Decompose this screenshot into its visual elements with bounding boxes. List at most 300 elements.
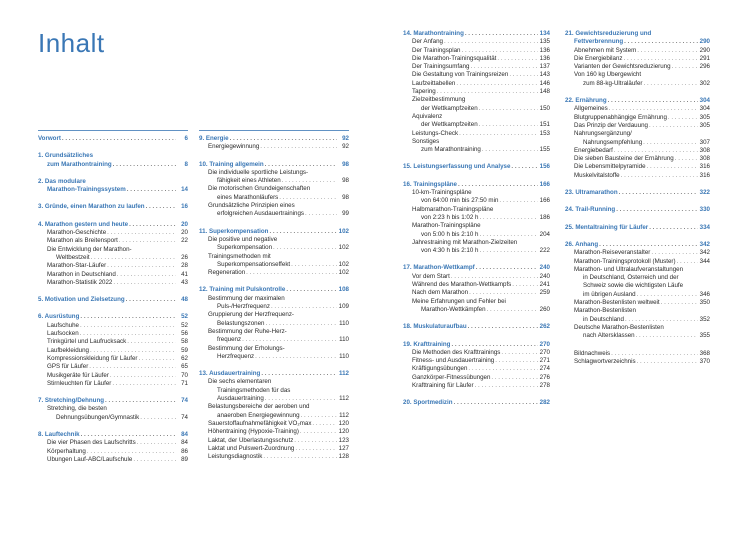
toc-entry-title: Übungen Lauf-ABC/Laufschule bbox=[47, 455, 133, 463]
dot-leader bbox=[273, 244, 337, 252]
toc-entry[interactable] bbox=[38, 262, 188, 270]
toc-entry[interactable] bbox=[38, 347, 188, 355]
toc-page-number: 28 bbox=[181, 262, 188, 270]
dot-leader bbox=[470, 63, 538, 71]
toc-entry[interactable] bbox=[38, 448, 188, 456]
toc-page-number: 240 bbox=[539, 264, 550, 272]
toc-entry[interactable] bbox=[565, 80, 710, 88]
toc-entry[interactable] bbox=[565, 291, 710, 299]
toc-entry[interactable] bbox=[565, 55, 710, 63]
toc-entry-title: Ausdauertraining bbox=[217, 395, 264, 403]
toc-entry[interactable] bbox=[38, 271, 188, 279]
toc-entry[interactable] bbox=[38, 439, 188, 447]
toc-entry[interactable] bbox=[565, 258, 710, 266]
toc-entry[interactable] bbox=[199, 328, 349, 336]
toc-entry-title: Laufschuhe bbox=[47, 321, 79, 329]
toc-chapter-entry[interactable] bbox=[38, 161, 188, 169]
toc-entry[interactable] bbox=[199, 387, 349, 395]
toc-entry-title: Das Prinzip der Verdauung bbox=[574, 121, 648, 129]
toc-page-number: 52 bbox=[181, 321, 188, 329]
toc-entry[interactable] bbox=[565, 155, 710, 163]
toc-entry-title: Grundsätzliche Prinzipien eines bbox=[208, 202, 295, 210]
toc-entry-title: Fettverbrennung bbox=[574, 38, 624, 46]
toc-entry[interactable] bbox=[565, 71, 710, 79]
toc-entry[interactable] bbox=[403, 281, 550, 289]
dot-leader bbox=[677, 258, 698, 266]
toc-page-number: 322 bbox=[699, 189, 710, 197]
toc-chapter-entry[interactable] bbox=[403, 163, 550, 171]
toc-entry-title: Die Energiebilanz bbox=[574, 54, 623, 62]
toc-entry[interactable] bbox=[199, 303, 349, 311]
toc-entry-title: Weltbestzeit bbox=[56, 253, 90, 261]
dot-leader bbox=[611, 350, 698, 358]
toc-entry-title: Marathon- und Ultralaufveranstaltungen bbox=[574, 265, 684, 273]
toc-entry[interactable] bbox=[199, 169, 349, 177]
toc-entry-title: Sauerstoffaufnahmefähigkeit VO₂max bbox=[208, 419, 312, 427]
toc-entry[interactable] bbox=[403, 105, 550, 113]
toc-entry[interactable] bbox=[403, 113, 550, 121]
toc-entry[interactable] bbox=[38, 246, 188, 254]
section-gap bbox=[38, 169, 188, 178]
toc-entry[interactable] bbox=[199, 177, 349, 185]
dot-leader bbox=[465, 30, 538, 38]
toc-entry-title: von 64:00 min bis 27:50 min bbox=[421, 197, 499, 205]
toc-page-number: 262 bbox=[539, 323, 550, 331]
toc-entry[interactable] bbox=[565, 332, 710, 340]
toc-entry[interactable] bbox=[565, 147, 710, 155]
toc-chapter-entry[interactable] bbox=[38, 431, 188, 439]
toc-entry[interactable] bbox=[403, 121, 550, 129]
dot-leader bbox=[491, 374, 538, 382]
dot-leader bbox=[90, 347, 176, 355]
dot-leader bbox=[614, 147, 698, 155]
toc-entry-title: 8. Lauftechnik bbox=[38, 431, 80, 439]
toc-entry[interactable] bbox=[403, 71, 550, 79]
dot-leader bbox=[80, 313, 176, 321]
toc-page-number: 290 bbox=[699, 46, 710, 54]
section-gap bbox=[565, 215, 710, 224]
toc-chapter-entry[interactable] bbox=[565, 97, 710, 105]
toc-entry[interactable] bbox=[199, 378, 349, 386]
toc-chapter-entry[interactable] bbox=[38, 397, 188, 405]
toc-entry-title: Puls-/Herzfrequenz bbox=[217, 303, 270, 311]
toc-entry[interactable] bbox=[38, 414, 188, 422]
toc-page-number: 316 bbox=[699, 171, 710, 179]
toc-entry[interactable] bbox=[403, 273, 550, 281]
toc-entry[interactable] bbox=[199, 143, 349, 151]
dot-leader bbox=[649, 224, 698, 232]
toc-entry[interactable] bbox=[38, 237, 188, 245]
toc-entry[interactable] bbox=[403, 138, 550, 146]
toc-column-3 bbox=[403, 30, 550, 408]
toc-entry-title: Trinkgürtel und Laufrucksack bbox=[47, 338, 127, 346]
toc-entry-title: Ganzkörper-Fitnessübungen bbox=[412, 373, 491, 381]
toc-page-number: 120 bbox=[338, 428, 349, 436]
toc-entry-title: zum 88-kg-Ultraläufer bbox=[583, 79, 643, 87]
dot-leader bbox=[619, 189, 698, 197]
toc-chapter-entry[interactable] bbox=[199, 135, 349, 143]
dot-leader bbox=[637, 291, 698, 299]
toc-entry[interactable] bbox=[38, 229, 188, 237]
toc-page-number: 334 bbox=[699, 223, 710, 231]
toc-page-number: 92 bbox=[342, 135, 349, 142]
toc-page-number: 344 bbox=[699, 257, 710, 265]
toc-entry[interactable] bbox=[199, 210, 349, 218]
toc-entry-title: fähigkeit eines Athleten bbox=[217, 177, 281, 185]
toc-entry-title: Bestimmung der maximalen bbox=[208, 294, 285, 302]
toc-entry-title: der Wettkampfzeiten bbox=[421, 104, 478, 112]
toc-entry-title: Allgemeines bbox=[574, 105, 608, 113]
toc-page-number: 308 bbox=[699, 146, 710, 154]
toc-entry[interactable] bbox=[199, 395, 349, 403]
dot-leader bbox=[475, 382, 538, 390]
toc-entry[interactable] bbox=[565, 316, 710, 324]
toc-chapter-entry[interactable] bbox=[565, 206, 710, 214]
toc-entry[interactable] bbox=[565, 114, 710, 122]
toc-entry[interactable] bbox=[403, 298, 550, 306]
toc-entry-title: Bestimmung der Erholungs- bbox=[208, 344, 285, 352]
dot-leader bbox=[246, 269, 337, 277]
toc-chapter-entry[interactable] bbox=[199, 161, 349, 169]
toc-entry-title: Superkompensation bbox=[217, 244, 273, 252]
toc-entry-title: 1. Grundsätzliches bbox=[38, 152, 94, 160]
toc-entry[interactable] bbox=[38, 380, 188, 388]
dot-leader bbox=[651, 249, 698, 257]
toc-entry[interactable] bbox=[403, 306, 550, 314]
toc-entry[interactable] bbox=[403, 239, 550, 247]
toc-chapter-entry[interactable] bbox=[565, 38, 710, 46]
toc-entry-title: Höhentraining (Hypoxie-Training) bbox=[208, 428, 299, 436]
toc-chapter-entry[interactable] bbox=[199, 286, 349, 294]
toc-page-number: 59 bbox=[181, 346, 188, 354]
toc-entry-title: 5. Motivation und Zielsetzung bbox=[38, 296, 125, 304]
toc-entry[interactable] bbox=[403, 289, 550, 297]
toc-chapter-entry[interactable] bbox=[38, 178, 188, 186]
dot-leader bbox=[137, 439, 176, 447]
toc-chapter-entry[interactable] bbox=[38, 135, 188, 143]
dot-leader bbox=[91, 254, 176, 262]
toc-page-number: 74 bbox=[181, 397, 188, 405]
toc-entry[interactable] bbox=[199, 295, 349, 303]
toc-entry[interactable] bbox=[38, 330, 188, 338]
toc-entry[interactable] bbox=[199, 445, 349, 453]
toc-page-number: 270 bbox=[539, 340, 550, 348]
toc-page-number: 52 bbox=[181, 313, 188, 321]
toc-entry[interactable] bbox=[403, 88, 550, 96]
toc-entry[interactable] bbox=[403, 382, 550, 390]
toc-entry[interactable] bbox=[199, 236, 349, 244]
toc-chapter-entry[interactable] bbox=[403, 341, 550, 349]
dot-leader bbox=[294, 437, 337, 445]
toc-chapter-entry[interactable] bbox=[199, 370, 349, 378]
toc-entry-title: Laktat, der Überlastungsschutz bbox=[208, 436, 294, 444]
toc-entry-title: Musikgeräte für Läufer bbox=[47, 371, 109, 379]
toc-entry[interactable] bbox=[199, 194, 349, 202]
dot-leader bbox=[599, 241, 698, 249]
toc-chapter-entry[interactable] bbox=[565, 241, 710, 249]
dot-leader bbox=[482, 146, 538, 154]
toc-entry-title: Körperhaltung bbox=[47, 447, 86, 455]
toc-entry[interactable] bbox=[199, 345, 349, 353]
toc-entry[interactable] bbox=[403, 374, 550, 382]
toc-page-number: 241 bbox=[539, 281, 550, 289]
toc-entry[interactable] bbox=[403, 197, 550, 205]
toc-page-number: 166 bbox=[539, 180, 550, 188]
toc-entry[interactable] bbox=[199, 412, 349, 420]
toc-page-number: 86 bbox=[181, 447, 188, 455]
toc-entry[interactable] bbox=[403, 130, 550, 138]
toc-chapter-entry[interactable] bbox=[199, 228, 349, 236]
toc-entry-title: Die positive und negative bbox=[208, 235, 278, 243]
toc-chapter-entry[interactable] bbox=[403, 323, 550, 331]
column-divider bbox=[38, 130, 188, 131]
dot-leader bbox=[479, 231, 538, 239]
toc-entry-title: Marathon-Bestenlisten bbox=[574, 307, 636, 315]
dot-leader bbox=[459, 130, 538, 138]
section-gap bbox=[38, 304, 188, 313]
dot-leader bbox=[112, 380, 176, 388]
toc-entry-title: von 2:23 h bis 1:02 h bbox=[421, 213, 479, 221]
dot-leader bbox=[499, 197, 538, 205]
toc-entry-title: Marathon-Bestenlisten weltweit bbox=[574, 299, 660, 307]
toc-entry[interactable] bbox=[199, 269, 349, 277]
toc-entry-title: 9. Energie bbox=[199, 135, 229, 142]
toc-entry[interactable] bbox=[199, 253, 349, 261]
toc-chapter-entry[interactable] bbox=[403, 30, 550, 38]
dot-leader bbox=[119, 237, 176, 245]
toc-entry-title: Marathon-Reiseveranstalter bbox=[574, 249, 651, 257]
toc-page-number: 330 bbox=[699, 206, 710, 214]
toc-page-number: 26 bbox=[181, 253, 188, 261]
toc-chapter-entry[interactable] bbox=[565, 30, 710, 38]
toc-entry[interactable] bbox=[403, 214, 550, 222]
toc-entry[interactable] bbox=[565, 299, 710, 307]
toc-chapter-entry[interactable] bbox=[38, 296, 188, 304]
dot-leader bbox=[479, 247, 538, 255]
toc-entry[interactable] bbox=[565, 63, 710, 71]
toc-page-number: 110 bbox=[339, 352, 349, 360]
toc-entry-title: Fitness- und Ausdauertraining bbox=[412, 357, 495, 365]
toc-entry-title: Die vier Phasen des Laufschritts bbox=[47, 439, 136, 447]
toc-entry[interactable] bbox=[565, 350, 710, 358]
toc-entry[interactable] bbox=[199, 202, 349, 210]
toc-entry[interactable] bbox=[199, 353, 349, 361]
toc-entry[interactable] bbox=[38, 322, 188, 330]
toc-page-number: 8 bbox=[184, 160, 188, 168]
toc-entry-title: Blutgruppenabhängige Ernährung bbox=[574, 113, 667, 121]
toc-entry-title: zum Marathontraining bbox=[47, 160, 112, 168]
dot-leader bbox=[300, 428, 337, 436]
toc-page-number: 307 bbox=[699, 138, 710, 146]
toc-entry[interactable] bbox=[199, 428, 349, 436]
dot-leader bbox=[476, 264, 538, 272]
section-gap bbox=[565, 341, 710, 350]
section-gap bbox=[199, 277, 349, 286]
toc-entry[interactable] bbox=[565, 122, 710, 130]
section-gap bbox=[565, 88, 710, 97]
dot-leader bbox=[263, 453, 337, 461]
toc-entry[interactable] bbox=[403, 55, 550, 63]
toc-page-number: 282 bbox=[539, 399, 550, 407]
toc-entry[interactable] bbox=[565, 139, 710, 147]
dot-leader bbox=[242, 336, 337, 344]
dot-leader bbox=[265, 320, 337, 328]
toc-entry[interactable] bbox=[38, 405, 188, 413]
dot-leader bbox=[133, 456, 176, 464]
toc-entry[interactable] bbox=[38, 254, 188, 262]
dot-leader bbox=[512, 281, 538, 289]
dot-leader bbox=[265, 395, 337, 403]
toc-page-number: 156 bbox=[539, 163, 550, 171]
toc-entry[interactable] bbox=[38, 456, 188, 464]
toc-entry[interactable] bbox=[565, 163, 710, 171]
toc-entry[interactable] bbox=[199, 311, 349, 319]
toc-page-number: 270 bbox=[539, 348, 550, 356]
toc-chapter-entry[interactable] bbox=[403, 399, 550, 407]
toc-entry[interactable] bbox=[565, 105, 710, 113]
toc-entry[interactable] bbox=[403, 146, 550, 154]
dot-leader bbox=[637, 47, 698, 55]
section-gap bbox=[38, 388, 188, 397]
toc-entry-title: Nahrungsempfehlung bbox=[583, 138, 643, 146]
toc-entry-title: Deutsche Marathon-Bestenlisten bbox=[574, 323, 664, 331]
section-gap bbox=[199, 361, 349, 370]
toc-entry-title: Marathon-Trainingsprotokoll (Muster) bbox=[574, 257, 676, 265]
toc-entry[interactable] bbox=[403, 349, 550, 357]
toc-page-number: 14 bbox=[181, 186, 188, 194]
toc-entry[interactable] bbox=[565, 282, 710, 290]
toc-entry-title: Schweiz sowie die wichtigsten Läufe bbox=[583, 282, 684, 290]
toc-page-number: 304 bbox=[699, 105, 710, 113]
toc-page-number: 137 bbox=[539, 63, 550, 71]
toc-chapter-entry[interactable] bbox=[403, 181, 550, 189]
toc-entry[interactable] bbox=[403, 231, 550, 239]
toc-page-number: 65 bbox=[181, 363, 188, 371]
section-gap bbox=[565, 232, 710, 241]
toc-chapter-entry[interactable] bbox=[38, 221, 188, 229]
toc-entry[interactable] bbox=[565, 266, 710, 274]
toc-entry[interactable] bbox=[38, 355, 188, 363]
dot-leader bbox=[468, 365, 538, 373]
toc-entry[interactable] bbox=[199, 320, 349, 328]
toc-entry[interactable] bbox=[199, 437, 349, 445]
toc-entry-title: Nach dem Marathon bbox=[412, 289, 469, 297]
toc-entry[interactable] bbox=[565, 172, 710, 180]
toc-entry[interactable] bbox=[565, 274, 710, 282]
dot-leader bbox=[675, 155, 698, 163]
toc-entry[interactable] bbox=[199, 420, 349, 428]
toc-chapter-entry[interactable] bbox=[38, 152, 188, 160]
dot-leader bbox=[113, 161, 176, 169]
toc-page-number: 58 bbox=[181, 338, 188, 346]
toc-entry[interactable] bbox=[403, 365, 550, 373]
toc-entry[interactable] bbox=[199, 185, 349, 193]
toc-entry[interactable] bbox=[565, 249, 710, 257]
dot-leader bbox=[624, 55, 699, 63]
toc-entry[interactable] bbox=[403, 222, 550, 230]
toc-chapter-entry[interactable] bbox=[38, 186, 188, 194]
toc-chapter-entry[interactable] bbox=[403, 264, 550, 272]
toc-entry[interactable] bbox=[565, 324, 710, 332]
toc-page-number: 92 bbox=[342, 143, 349, 151]
toc-entry-title: im übrigen Ausland bbox=[583, 290, 636, 298]
toc-entry[interactable] bbox=[565, 130, 710, 138]
toc-entry-title: Die individuelle sportliche Leistungs- bbox=[208, 168, 309, 176]
toc-page-number: 110 bbox=[339, 336, 349, 344]
toc-entry[interactable] bbox=[199, 336, 349, 344]
toc-entry-title: Sonstiges bbox=[412, 137, 440, 145]
dot-leader bbox=[495, 357, 538, 365]
toc-entry[interactable] bbox=[565, 307, 710, 315]
toc-entry[interactable] bbox=[403, 63, 550, 71]
toc-entry-title: Zielzeitbestimmung bbox=[412, 96, 466, 104]
toc-page-number: 204 bbox=[539, 230, 550, 238]
toc-entry-title: 7. Stretching/Dehnung bbox=[38, 397, 105, 405]
toc-page-number: 56 bbox=[181, 330, 188, 338]
toc-entry[interactable] bbox=[199, 244, 349, 252]
toc-entry-title: Marathon-Wettkämpfen bbox=[421, 305, 486, 313]
toc-chapter-entry[interactable] bbox=[38, 203, 188, 211]
toc-entry[interactable] bbox=[38, 338, 188, 346]
toc-entry[interactable] bbox=[403, 206, 550, 214]
toc-entry[interactable] bbox=[403, 357, 550, 365]
dot-leader bbox=[113, 279, 176, 287]
toc-entry-title: Marathon-Trainingssystem bbox=[47, 186, 126, 194]
toc-entry[interactable] bbox=[38, 279, 188, 287]
toc-entry[interactable] bbox=[565, 358, 710, 366]
toc-entry-title: Nahrungsergänzung/ bbox=[574, 130, 632, 138]
toc-entry-title: Die Methoden des Krafttrainings bbox=[412, 348, 501, 356]
toc-entry[interactable] bbox=[199, 403, 349, 411]
toc-entry[interactable] bbox=[565, 47, 710, 55]
toc-entry[interactable] bbox=[38, 363, 188, 371]
toc-page-number: 346 bbox=[699, 290, 710, 298]
toc-entry-title: Vorwort bbox=[38, 135, 61, 142]
toc-chapter-entry[interactable] bbox=[565, 189, 710, 197]
dot-leader bbox=[451, 273, 538, 281]
toc-entry[interactable] bbox=[38, 372, 188, 380]
toc-entry[interactable] bbox=[403, 96, 550, 104]
toc-entry-title: Der Trainingsumfang bbox=[412, 63, 470, 71]
toc-entry[interactable] bbox=[403, 38, 550, 46]
toc-entry-title: Energiegewinnung bbox=[208, 143, 260, 151]
toc-entry[interactable] bbox=[199, 453, 349, 461]
dot-leader bbox=[649, 122, 698, 130]
toc-entry[interactable] bbox=[403, 247, 550, 255]
toc-entry[interactable] bbox=[199, 261, 349, 269]
toc-page-number: 143 bbox=[539, 71, 550, 79]
toc-page-number: 155 bbox=[539, 146, 550, 154]
toc-entry[interactable] bbox=[403, 47, 550, 55]
toc-entry-title: Trainingsmethoden für das bbox=[217, 386, 291, 394]
toc-entry-title: Muskelvitalstoffe bbox=[574, 171, 620, 179]
toc-entry-title: Von 160 kg Übergewicht bbox=[574, 71, 642, 79]
toc-entry-title: Die Marathon-Trainingsqualität bbox=[412, 54, 497, 62]
toc-entry-title: 10. Training allgemein bbox=[199, 160, 264, 168]
dot-leader bbox=[89, 363, 176, 371]
toc-chapter-entry[interactable] bbox=[38, 313, 188, 321]
toc-page-number: 342 bbox=[699, 249, 710, 257]
toc-page-number: 89 bbox=[181, 455, 188, 463]
toc-entry[interactable] bbox=[403, 80, 550, 88]
section-gap bbox=[403, 172, 550, 181]
toc-chapter-entry[interactable] bbox=[565, 224, 710, 232]
toc-entry[interactable] bbox=[403, 189, 550, 197]
toc-page-number: 259 bbox=[539, 289, 550, 297]
dot-leader bbox=[110, 372, 176, 380]
toc-entry-title: 21. Gewichtsreduzierung und bbox=[565, 30, 652, 37]
dot-leader bbox=[479, 105, 538, 113]
